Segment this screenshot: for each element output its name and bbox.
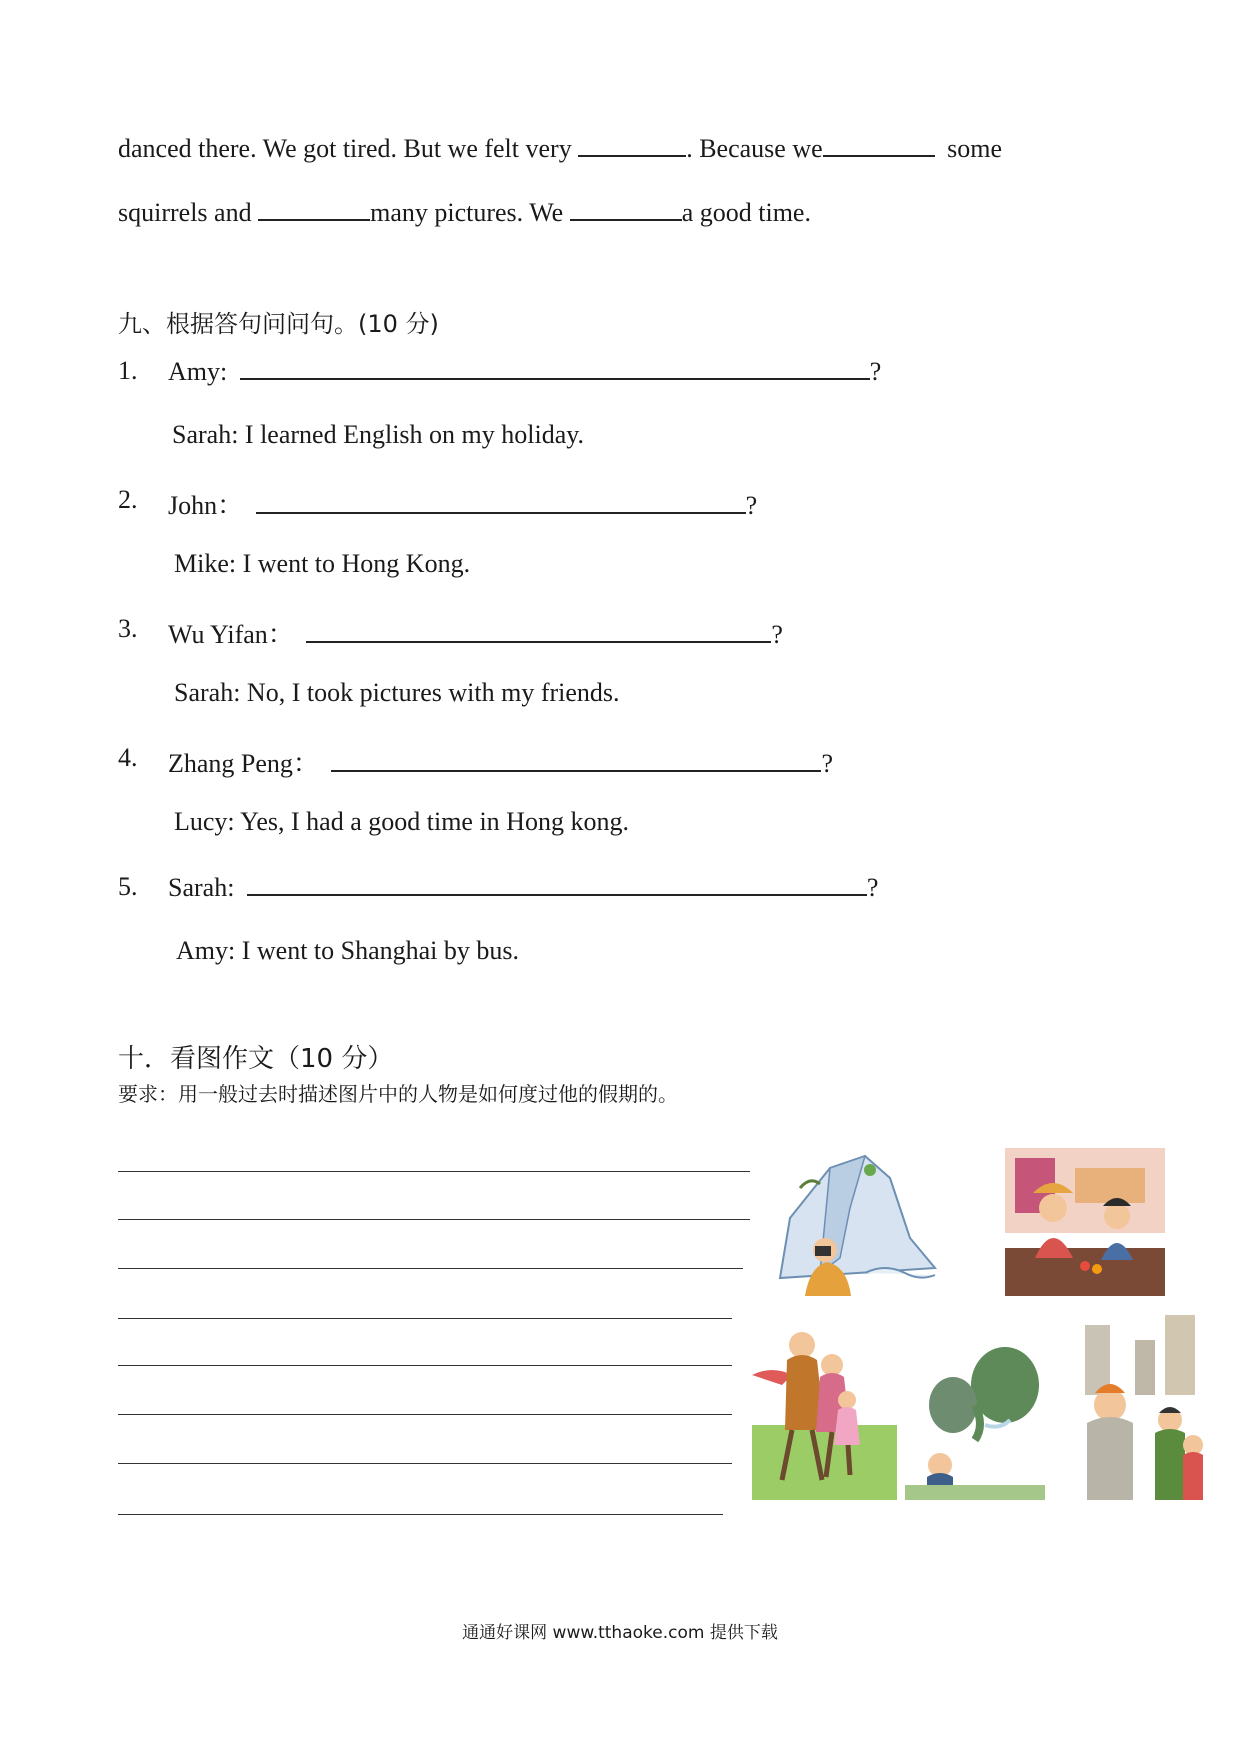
question-row-5 <box>168 872 878 903</box>
passage-line-2 <box>118 197 811 228</box>
passage-text: . Because we <box>686 134 823 163</box>
question-input[interactable] <box>247 872 867 896</box>
question-number: 1. <box>118 356 138 385</box>
question-input[interactable] <box>240 356 870 380</box>
passage-text: many pictures. We <box>370 198 570 227</box>
question-number: 5. <box>118 872 138 901</box>
passage-text: some <box>940 134 1003 163</box>
asker-label: Zhang Peng： <box>168 749 319 778</box>
holiday-picture-zoo <box>905 1305 1045 1500</box>
question-number: 4. <box>118 743 138 772</box>
passage-text: squirrels and <box>118 198 259 227</box>
asker-label: Amy: <box>168 357 228 386</box>
asker-label: Wu Yifan： <box>168 620 294 649</box>
holiday-picture-mountain <box>770 1148 940 1296</box>
question-number: 3. <box>118 614 138 643</box>
question-input[interactable] <box>256 490 746 514</box>
blank-input[interactable] <box>823 133 935 157</box>
writing-line[interactable] <box>118 1318 732 1319</box>
question-row-1 <box>168 356 881 387</box>
writing-line[interactable] <box>118 1365 732 1366</box>
writing-line[interactable] <box>118 1414 732 1415</box>
question-mark: ? <box>771 620 783 649</box>
answer-line: Sarah: No, I took pictures with my friends. <box>174 678 620 707</box>
question-mark: ? <box>745 491 758 520</box>
writing-line[interactable] <box>118 1463 732 1464</box>
holiday-picture-shopping <box>1005 1148 1165 1296</box>
answer-line: Mike: I went to Hong Kong. <box>174 549 471 578</box>
question-mark: ? <box>821 749 833 778</box>
holiday-picture-family <box>752 1305 897 1500</box>
question-row-3 <box>168 614 783 651</box>
blank-input[interactable] <box>570 197 682 221</box>
section9-heading: 九、根据答句问问句。(10 分) <box>118 310 439 338</box>
blank-input[interactable] <box>578 133 686 157</box>
passage-text: a good time. <box>681 198 811 227</box>
question-mark: ? <box>866 873 879 902</box>
writing-line[interactable] <box>118 1171 750 1172</box>
passage-line-1 <box>118 133 1002 164</box>
question-input[interactable] <box>331 748 821 772</box>
page-footer: 通通好课网 www.tthaoke.com 提供下载 <box>462 1623 778 1643</box>
section10-heading: 十．看图作文（10 分） <box>118 1044 394 1074</box>
answer-line: Amy: I went to Shanghai by bus. <box>176 936 520 965</box>
passage-text: danced there. We got tired. But we felt very <box>118 134 579 163</box>
question-row-2 <box>168 485 757 522</box>
question-mark: ? <box>869 357 882 386</box>
writing-line[interactable] <box>118 1268 743 1269</box>
asker-label: Sarah: <box>168 873 235 902</box>
answer-line: Lucy: Yes, I had a good time in Hong kong. <box>174 807 629 836</box>
question-row-4 <box>168 743 833 780</box>
blank-input[interactable] <box>258 197 370 221</box>
holiday-picture-city <box>1075 1305 1215 1500</box>
writing-line[interactable] <box>118 1219 750 1220</box>
question-number: 2. <box>118 485 138 514</box>
asker-label: John： <box>168 491 244 520</box>
writing-line[interactable] <box>118 1514 723 1515</box>
section10-requirement: 要求：用一般过去时描述图片中的人物是如何度过他的假期的。 <box>118 1082 678 1106</box>
question-input[interactable] <box>306 619 771 643</box>
answer-line: Sarah: I learned English on my holiday. <box>172 420 585 449</box>
